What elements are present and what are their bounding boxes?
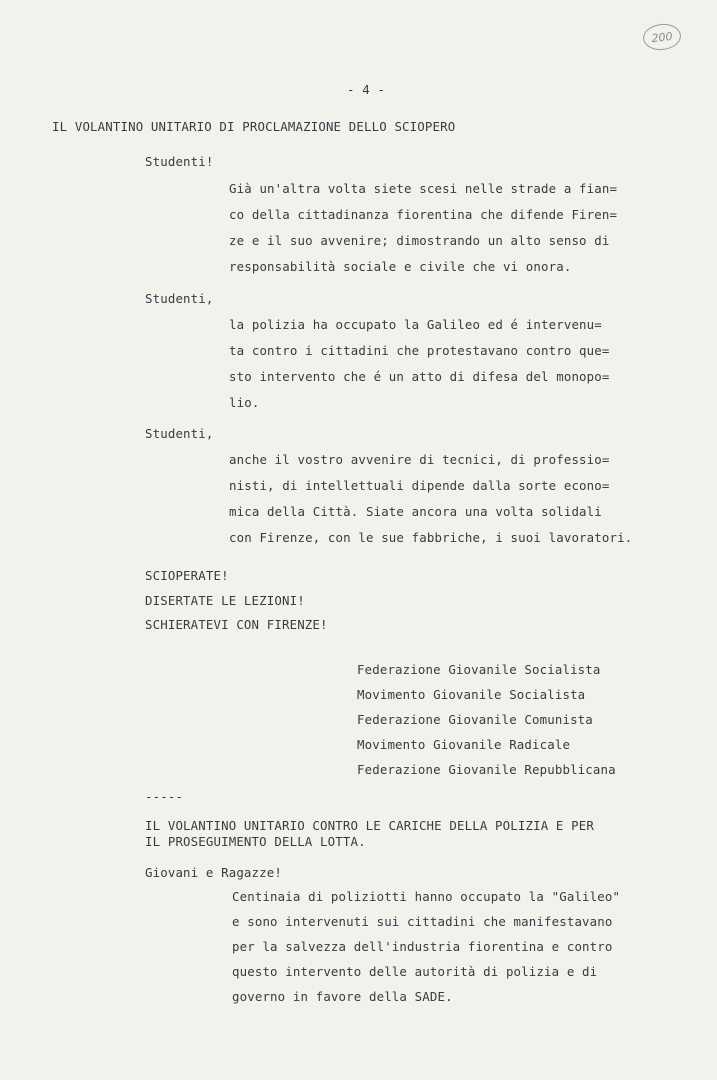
body-line: mica della Città. Siate ancora una volta solidali: [229, 504, 602, 519]
archive-number-stamp: 200: [642, 22, 683, 52]
body-line: anche il vostro avvenire di tecnici, di professio=: [229, 452, 610, 467]
salutation-2: Studenti,: [145, 291, 214, 306]
signatory: Federazione Giovanile Comunista: [357, 712, 593, 727]
body-line: co della cittadinanza fiorentina che difende Firen=: [229, 207, 618, 222]
body-line: ze e il suo avvenire; dimostrando un alto senso di: [229, 233, 610, 248]
signatory: Federazione Giovanile Socialista: [357, 662, 601, 677]
page-number: - 4 -: [347, 82, 386, 97]
signatory: Federazione Giovanile Repubblicana: [357, 762, 616, 777]
body-line: responsabilità sociale e civile che vi onora.: [229, 259, 572, 274]
body-line: per la salvezza dell'industria fiorentina e contro: [232, 939, 613, 954]
body-line: la polizia ha occupato la Galileo ed é intervenu=: [229, 317, 602, 332]
body-line: sto intervento che é un atto di difesa del monopo=: [229, 369, 610, 384]
slogan: DISERTATE LE LEZIONI!: [145, 593, 305, 608]
body-line: Già un'altra volta siete scesi nelle strade a fian=: [229, 181, 618, 196]
body-line: nisti, di intellettuali dipende dalla sorte econo=: [229, 478, 610, 493]
section-1-title: IL VOLANTINO UNITARIO DI PROCLAMAZIONE DELLO SCIOPERO: [52, 119, 456, 134]
body-line: lio.: [229, 395, 260, 410]
signatory: Movimento Giovanile Socialista: [357, 687, 586, 702]
salutation-1: Studenti!: [145, 154, 214, 169]
slogan: SCIOPERATE!: [145, 568, 229, 583]
section-2-title: IL PROSEGUIMENTO DELLA LOTTA.: [145, 834, 366, 849]
salutation-4: Giovani e Ragazze!: [145, 865, 282, 880]
body-line: governo in favore della SADE.: [232, 989, 453, 1004]
body-line: e sono intervenuti sui cittadini che manifestavano: [232, 914, 613, 929]
body-line: ta contro i cittadini che protestavano contro que=: [229, 343, 610, 358]
slogan: SCHIERATEVI CON FIRENZE!: [145, 617, 328, 632]
section-separator: -----: [145, 789, 184, 804]
body-line: Centinaia di poliziotti hanno occupato la "Galileo": [232, 889, 621, 904]
section-2-title: IL VOLANTINO UNITARIO CONTRO LE CARICHE DELLA POLIZIA E PER: [145, 818, 594, 833]
signatory: Movimento Giovanile Radicale: [357, 737, 571, 752]
salutation-3: Studenti,: [145, 426, 214, 441]
body-line: questo intervento delle autorità di polizia e di: [232, 964, 598, 979]
body-line: con Firenze, con le sue fabbriche, i suoi lavoratori.: [229, 530, 633, 545]
